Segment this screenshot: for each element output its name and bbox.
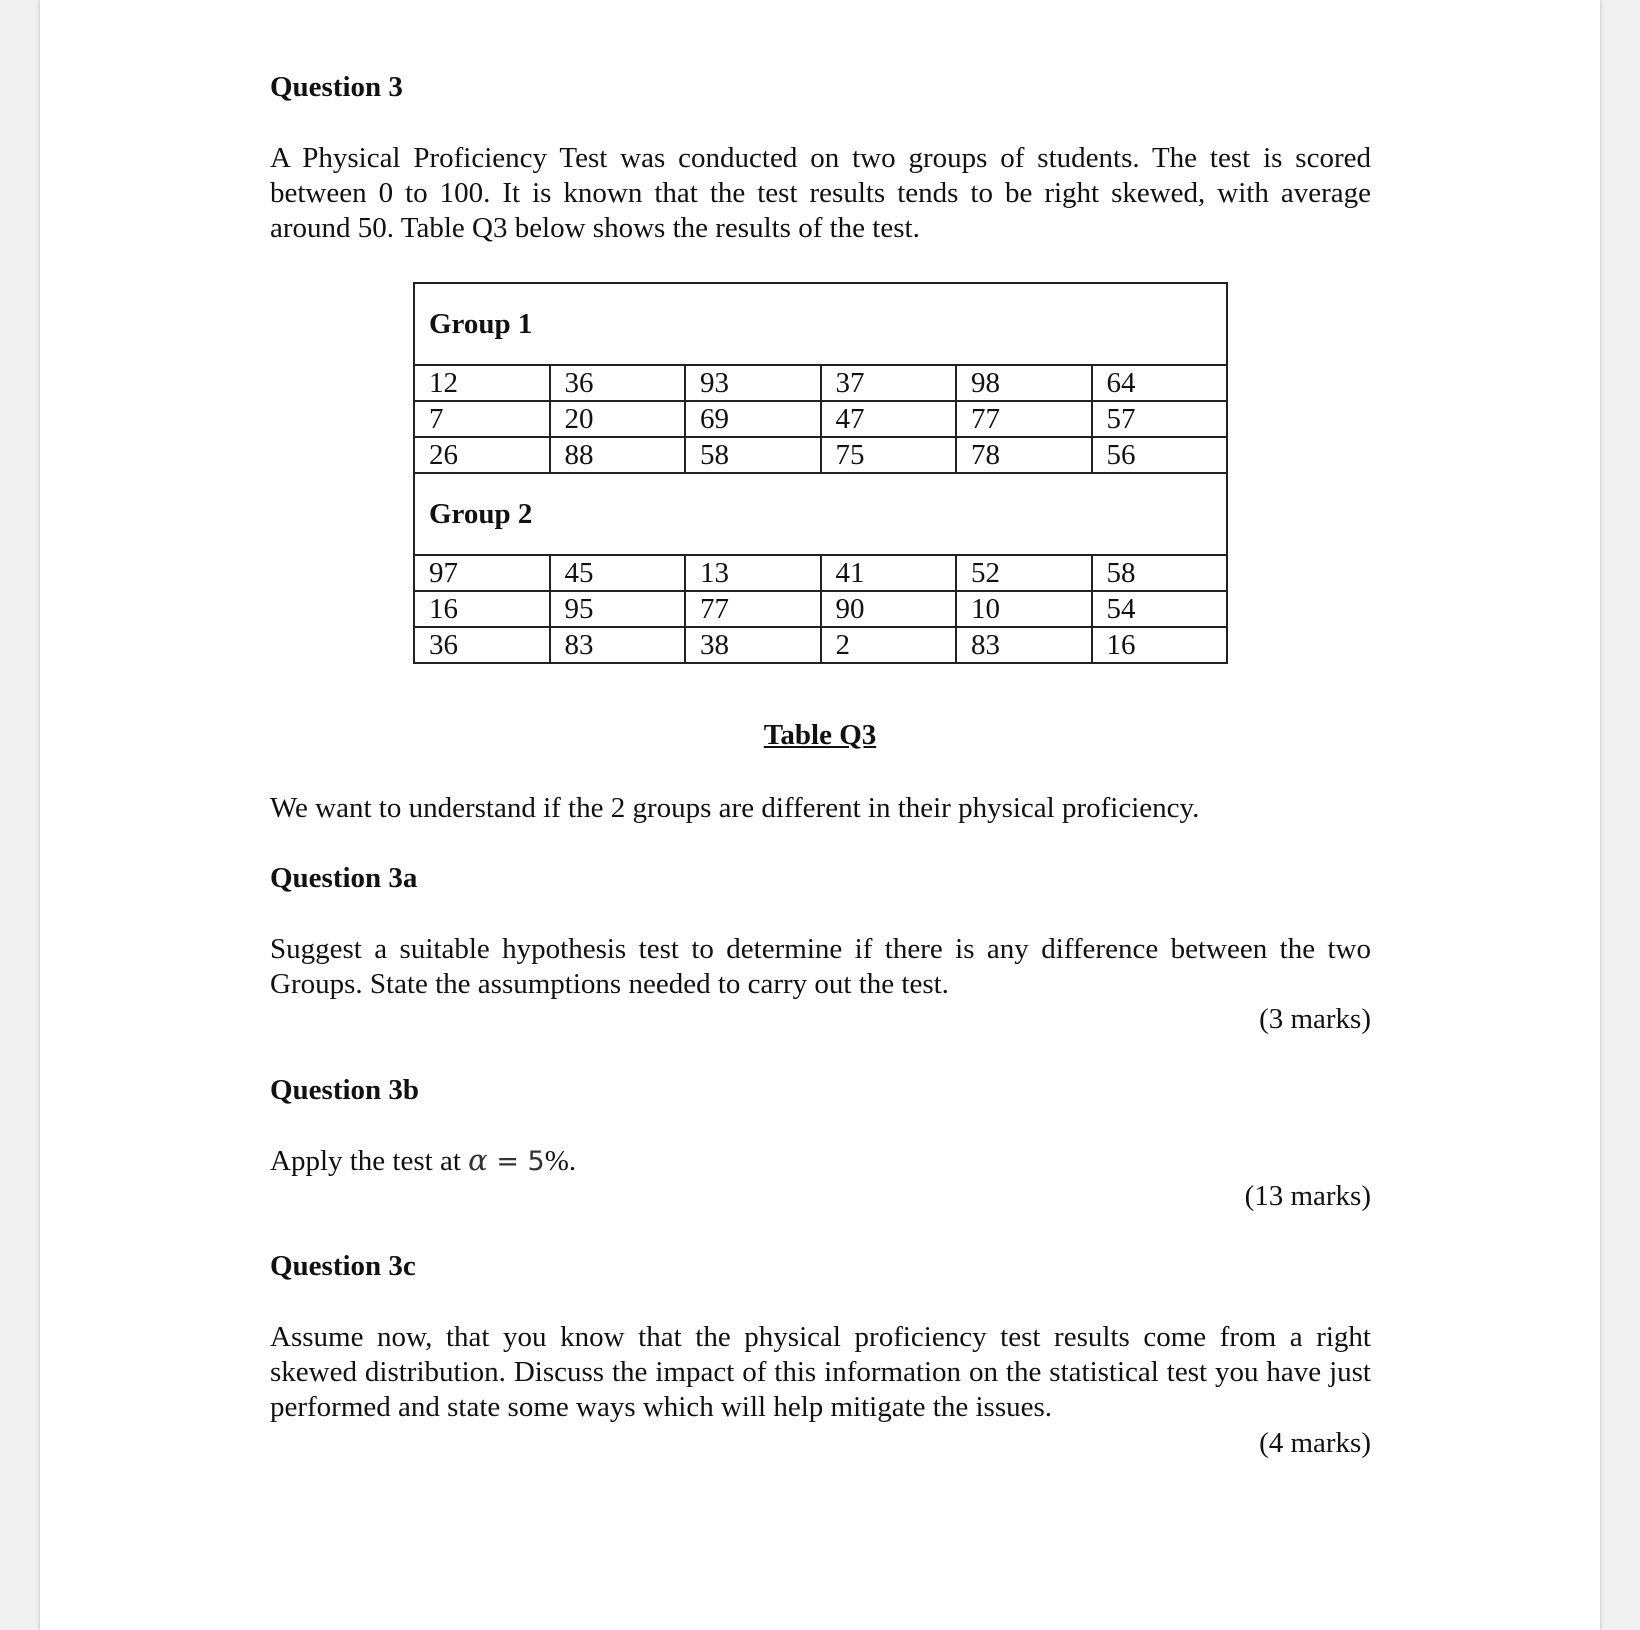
table-cell: 16 bbox=[414, 591, 550, 627]
question-3a-title: Question 3a bbox=[270, 862, 418, 894]
table-row bbox=[414, 365, 1227, 401]
table-cell: 64 bbox=[1092, 365, 1228, 401]
question-3a-text: Suggest a suitable hypothesis test to determine if there is any difference between the two Groups. State the assumptions needed to carry out the test. bbox=[270, 933, 1371, 1000]
alpha-symbol: α bbox=[468, 1143, 488, 1177]
table-cell: 78 bbox=[956, 437, 1092, 473]
table-cell: 47 bbox=[821, 401, 957, 437]
q3b-suffix: %. bbox=[544, 1145, 577, 1177]
table-cell: 77 bbox=[956, 401, 1092, 437]
table-cell: 20 bbox=[550, 401, 686, 437]
question-3a-marks: (3 marks) bbox=[1259, 1003, 1371, 1035]
table-cell: 37 bbox=[821, 365, 957, 401]
table-cell: 26 bbox=[414, 437, 550, 473]
table-cell: 10 bbox=[956, 591, 1092, 627]
table-cell: 45 bbox=[550, 555, 686, 591]
table-cell: 13 bbox=[685, 555, 821, 591]
table-cell: 57 bbox=[1092, 401, 1228, 437]
table-cell: 36 bbox=[414, 627, 550, 663]
q3b-prefix: Apply the test at bbox=[270, 1145, 469, 1177]
question-3b-text bbox=[270, 1143, 1371, 1179]
table-cell: 36 bbox=[550, 365, 686, 401]
intro-paragraph: A Physical Proficiency Test was conducted on two groups of students. The test is scored between 0 to 100. It is known that the test results tends to be right skewed, with average around 50. Table Q3 below shows the results of the test. bbox=[270, 142, 1371, 244]
table-row bbox=[414, 627, 1227, 663]
table-cell: 83 bbox=[550, 627, 686, 663]
table-cell: 54 bbox=[1092, 591, 1228, 627]
question-3b-title: Question 3b bbox=[270, 1074, 420, 1106]
table-cell: 69 bbox=[685, 401, 821, 437]
table-cell: 56 bbox=[1092, 437, 1228, 473]
table-cell: 16 bbox=[1092, 627, 1228, 663]
table-cell: 12 bbox=[414, 365, 550, 401]
table-cell: 90 bbox=[821, 591, 957, 627]
question-3c-text: Assume now, that you know that the physical proficiency test results come from a right skewed distribution. Discuss the impact of this information on the statistical test you have just performed and state some ways which will help mitigate the issues. bbox=[270, 1321, 1371, 1423]
table-row bbox=[414, 401, 1227, 437]
table-cell: 2 bbox=[821, 627, 957, 663]
table-cell: 38 bbox=[685, 627, 821, 663]
table-caption: Table Q3 bbox=[763, 719, 877, 751]
question-3c-title: Question 3c bbox=[270, 1250, 416, 1282]
table-cell: 83 bbox=[956, 627, 1092, 663]
table-row bbox=[414, 555, 1227, 591]
goal-text: We want to understand if the 2 groups are different in their physical proficiency. bbox=[270, 792, 1200, 824]
table-row bbox=[414, 591, 1227, 627]
question-3b-marks: (13 marks) bbox=[1244, 1180, 1371, 1212]
table-cell: 77 bbox=[685, 591, 821, 627]
table-cell: 52 bbox=[956, 555, 1092, 591]
question-3c-marks: (4 marks) bbox=[1259, 1427, 1371, 1459]
table-row bbox=[414, 437, 1227, 473]
table-cell: 58 bbox=[685, 437, 821, 473]
table-q3 bbox=[413, 282, 1228, 664]
group-header: Group 2 bbox=[414, 473, 1227, 555]
table-cell: 95 bbox=[550, 591, 686, 627]
table-cell: 58 bbox=[1092, 555, 1228, 591]
table-cell: 93 bbox=[685, 365, 821, 401]
table-cell: 75 bbox=[821, 437, 957, 473]
table-cell: 7 bbox=[414, 401, 550, 437]
alpha-value: = 5 bbox=[487, 1146, 545, 1177]
group-header: Group 1 bbox=[414, 283, 1227, 365]
table-cell: 88 bbox=[550, 437, 686, 473]
table-cell: 98 bbox=[956, 365, 1092, 401]
table-cell: 41 bbox=[821, 555, 957, 591]
table-cell: 97 bbox=[414, 555, 550, 591]
question-3-title: Question 3 bbox=[270, 71, 403, 103]
